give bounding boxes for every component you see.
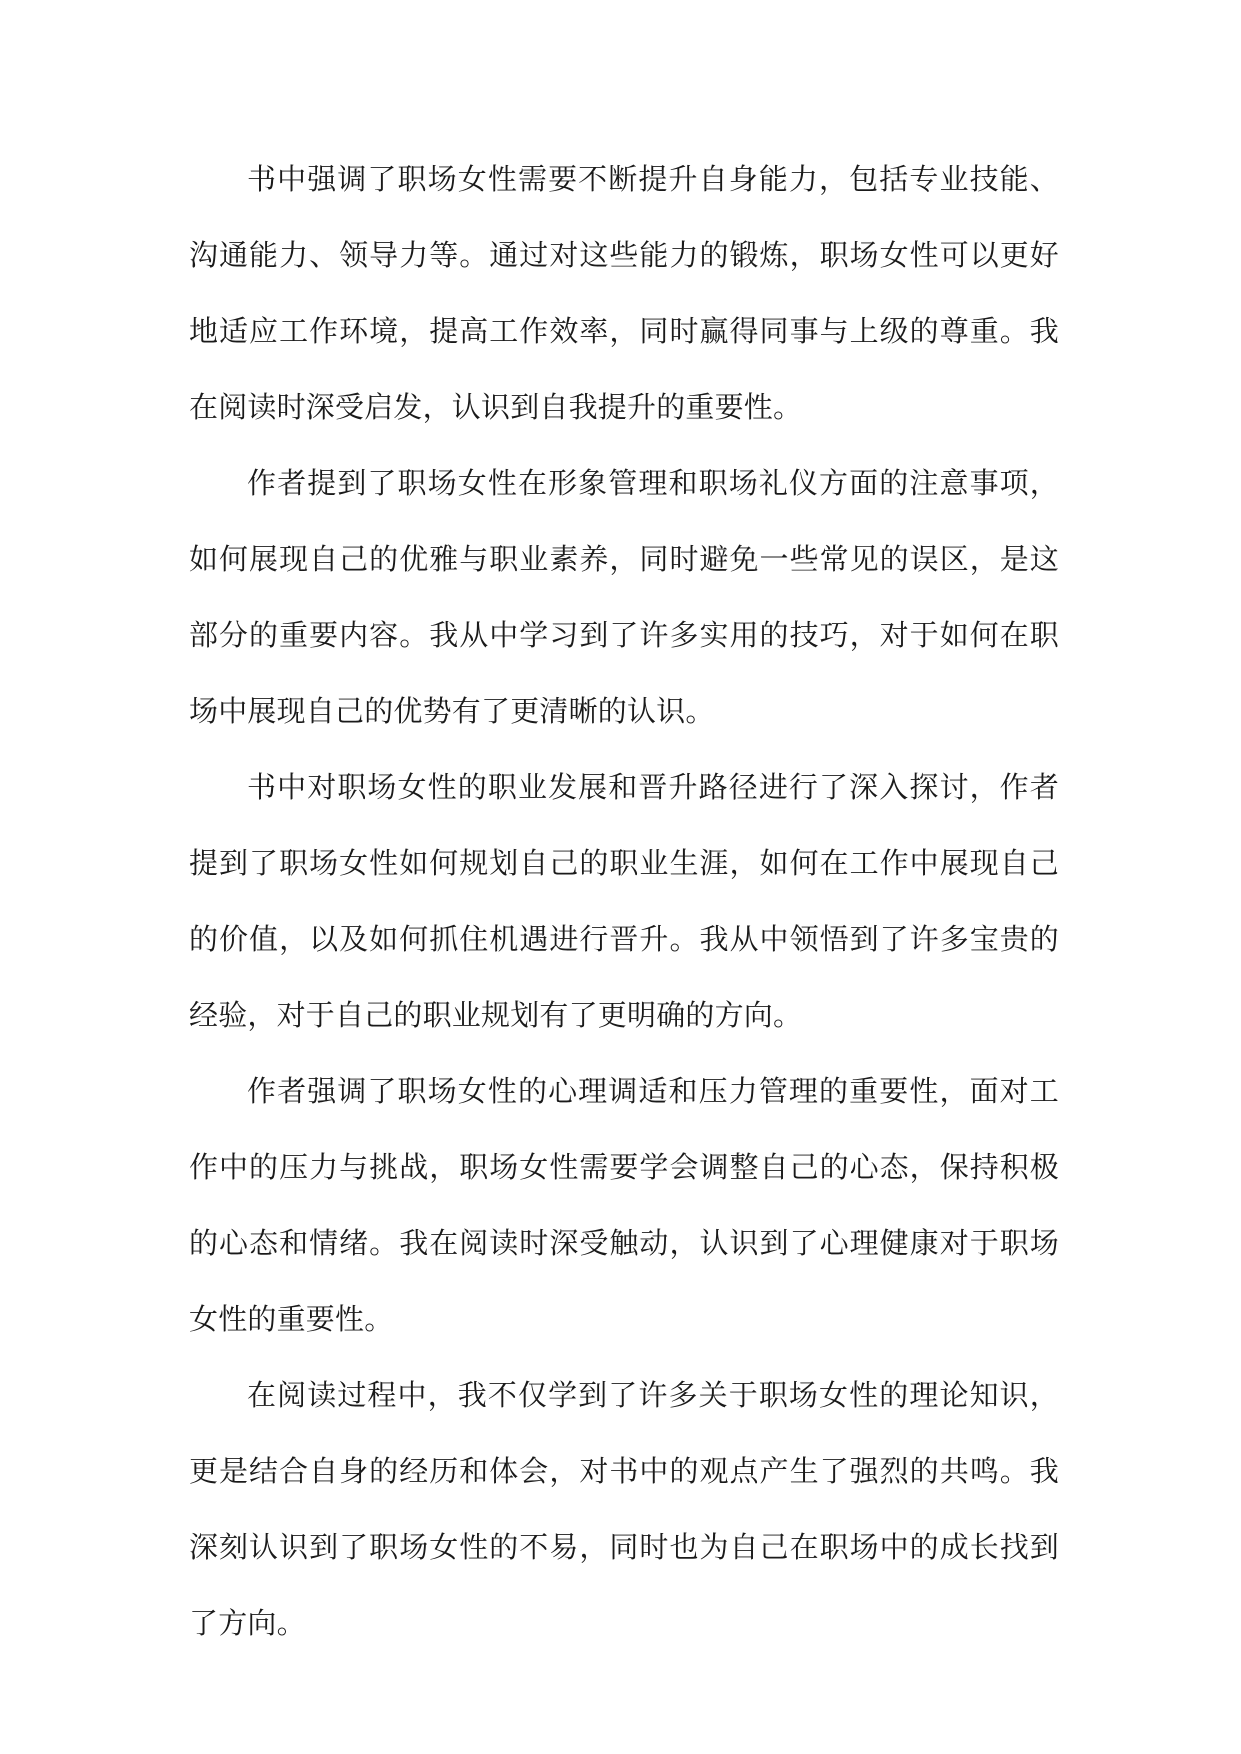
paragraph-self-improvement: 书中强调了职场女性需要不断提升自身能力，包括专业技能、沟通能力、领导力等。通过对这些能力的锻炼，职场女性可以更好地适应工作环境，提高工作效率，同时赢得同事与上级的尊重。我在阅读时深受启发，认识到自我提升的重要性。 <box>189 162 1059 424</box>
paragraph-stress-management: 作者强调了职场女性的心理调适和压力管理的重要性，面对工作中的压力与挑战，职场女性需要学会调整自己的心态，保持积极的心态和情绪。我在阅读时深受触动，认识到了心理健康对于职场女性的重要性。 <box>189 1074 1059 1336</box>
paragraph-reading-reflection: 在阅读过程中，我不仅学到了许多关于职场女性的理论知识，更是结合自身的经历和体会，对书中的观点产生了强烈的共鸣。我深刻认识到了职场女性的不易，同时也为自己在职场中的成长找到了方向。 <box>189 1378 1059 1640</box>
paragraph-career-development: 书中对职场女性的职业发展和晋升路径进行了深入探讨，作者提到了职场女性如何规划自己的职业生涯，如何在工作中展现自己的价值，以及如何抓住机遇进行晋升。我从中领悟到了许多宝贵的经验，对于自己的职业规划有了更明确的方向。 <box>189 770 1059 1032</box>
document-body <box>189 141 1059 1661</box>
paragraph-image-etiquette: 作者提到了职场女性在形象管理和职场礼仪方面的注意事项，如何展现自己的优雅与职业素养，同时避免一些常见的误区，是这部分的重要内容。我从中学习到了许多实用的技巧，对于如何在职场中展现自己的优势有了更清晰的认识。 <box>189 466 1059 728</box>
